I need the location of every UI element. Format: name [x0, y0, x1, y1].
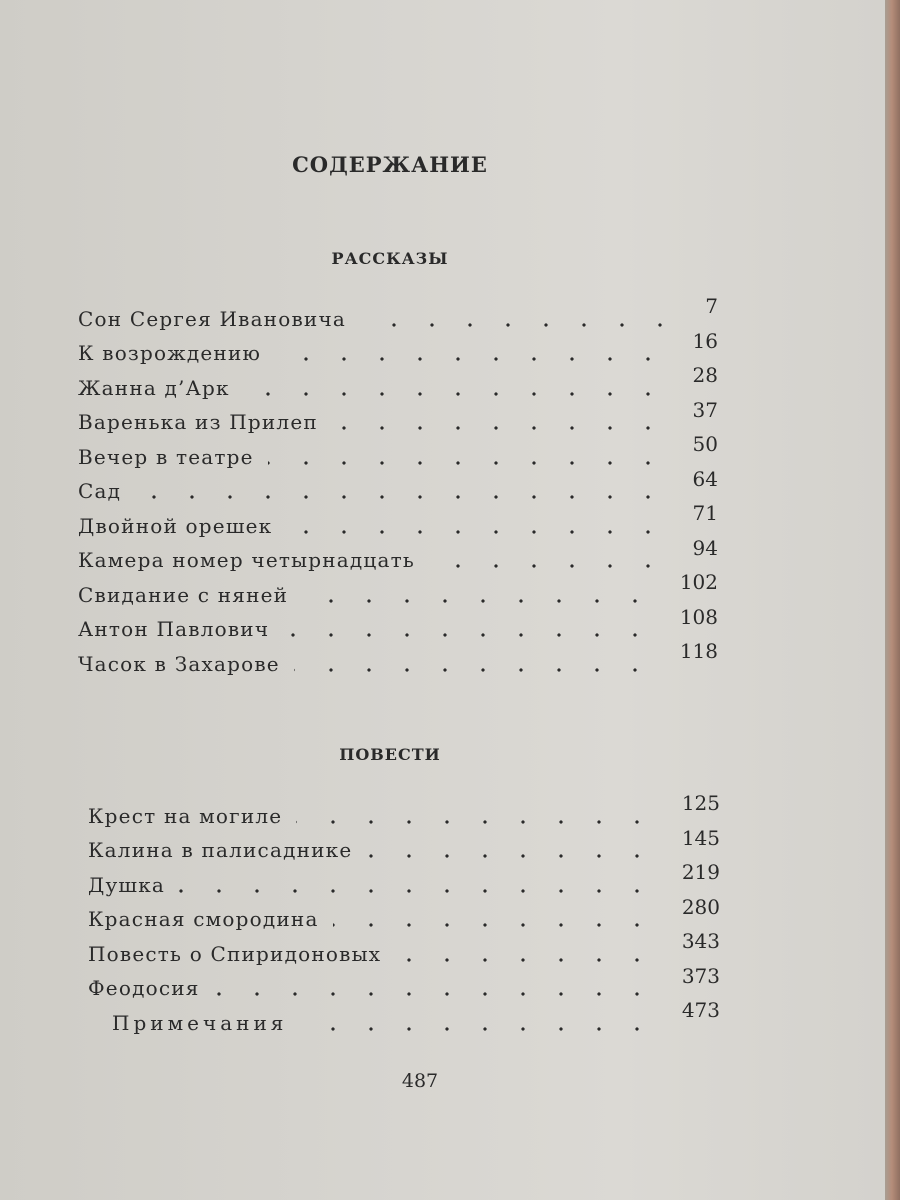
toc-entry-title: Душка — [88, 872, 166, 897]
toc-entry-title: Красная смородина — [88, 907, 319, 931]
toc-entry-page: 343 — [681, 929, 720, 953]
toc-entry-page: 71 — [692, 501, 718, 525]
toc-entry-page: 108 — [679, 604, 718, 629]
toc-entry-title: Калина в палисаднике — [88, 838, 353, 862]
dot-leader — [283, 633, 654, 637]
dot-leader — [294, 668, 654, 672]
dot-leader — [296, 820, 656, 824]
toc-entry-title: Сон Сергея Ивановича — [78, 306, 346, 331]
toc-entry-title: Примечания — [112, 1010, 288, 1035]
toc-entry-title: Жанна д’Арк — [78, 375, 230, 400]
toc-entry — [78, 639, 718, 678]
toc-entry — [78, 363, 718, 402]
book-edge — [885, 0, 900, 1200]
toc-entry-title: Крест на могиле — [88, 803, 283, 828]
dot-leader — [333, 923, 656, 927]
toc-entry — [88, 894, 720, 934]
toc-entry — [78, 604, 718, 644]
toc-entry-title: Повесть о Спиридоновых — [88, 941, 382, 966]
toc-entry-title: Вечер в театре — [78, 444, 254, 469]
toc-entry-page: 37 — [692, 397, 718, 422]
toc-entry — [78, 466, 718, 506]
toc-entry-title: Сад — [78, 479, 122, 503]
toc-entry — [88, 860, 720, 899]
toc-entry-page: 219 — [681, 860, 720, 884]
section-heading-stories: РАССКАЗЫ — [331, 249, 449, 268]
dot-leader — [179, 889, 656, 893]
dot-leader — [301, 1027, 656, 1031]
toc-entry-title: Свидание с няней — [78, 582, 289, 607]
toc-entry-page: 64 — [692, 466, 718, 491]
toc-entry-page: 7 — [705, 294, 718, 318]
toc-entry — [78, 294, 718, 333]
dot-leader — [275, 357, 667, 361]
dot-leader — [286, 530, 667, 534]
toc-entry — [88, 825, 720, 865]
page-title: СОДЕРЖАНИЕ — [292, 152, 488, 177]
toc-entry-page: 125 — [681, 791, 720, 815]
toc-entry-page: 373 — [681, 963, 720, 988]
toc-list-novellas — [88, 791, 720, 1037]
toc-entry-page: 118 — [679, 639, 718, 663]
toc-entry — [78, 397, 718, 437]
toc-entry — [78, 328, 718, 368]
dot-leader — [244, 392, 667, 396]
toc-entry-page: 102 — [679, 570, 718, 594]
toc-entry — [78, 535, 718, 575]
toc-entry — [88, 963, 720, 1003]
page-number: 487 — [401, 1070, 439, 1092]
dot-leader — [302, 599, 654, 603]
toc-entry-page: 145 — [681, 825, 720, 850]
dot-leader — [135, 495, 667, 499]
toc-entry-page: 50 — [692, 432, 718, 456]
toc-entry-title: Двойной орешек — [78, 513, 273, 538]
dot-leader — [268, 461, 667, 465]
toc-entry-title: Антон Павлович — [78, 617, 270, 641]
toc-entry — [88, 929, 720, 968]
toc-entry — [88, 791, 720, 830]
dot-leader — [332, 426, 667, 430]
toc-entry-title: Часок в Захарове — [78, 651, 280, 676]
toc-list-stories — [78, 294, 718, 678]
toc-entry-notes — [88, 998, 720, 1037]
toc-entry-page: 28 — [692, 363, 718, 387]
toc-entry-title: К возрождению — [78, 341, 262, 365]
toc-entry-page: 473 — [681, 998, 720, 1022]
toc-entry-title: Феодосия — [88, 976, 200, 1000]
dot-leader — [360, 323, 679, 327]
toc-entry-page: 280 — [681, 894, 720, 919]
toc-entry — [78, 501, 718, 540]
dot-leader — [214, 992, 656, 996]
toc-entry-title: Варенька из Прилеп — [78, 410, 318, 434]
toc-entry-title: Камера номер четырнадцать — [78, 548, 415, 572]
section-heading-novellas: ПОВЕСТИ — [339, 745, 441, 764]
toc-entry — [78, 432, 718, 471]
dot-leader — [366, 854, 656, 858]
dot-leader — [429, 564, 667, 568]
toc-entry-page: 16 — [692, 328, 718, 353]
dot-leader — [395, 958, 656, 962]
toc-entry — [78, 570, 718, 609]
toc-entry-page: 94 — [692, 535, 718, 560]
